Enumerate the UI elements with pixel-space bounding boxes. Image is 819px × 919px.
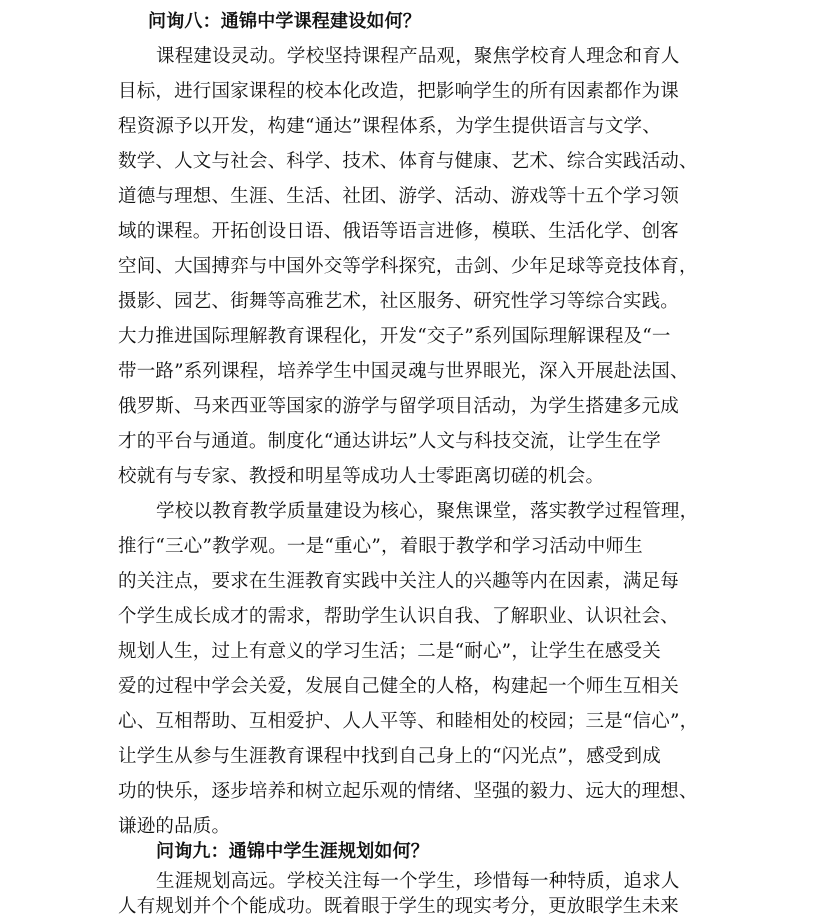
section-9-heading: 问询九：通锦中学生涯规划如何？ — [156, 841, 429, 862]
text-line: 数学、人文与社会、科学、技术、体育与健康、艺术、综合实践活动、 — [118, 151, 698, 172]
text-line: 大力推进国际理解教育课程化，开发“交子”系列国际理解课程及“一 — [118, 326, 671, 347]
text-line: 学校以教育教学质量建设为核心，聚焦课堂，落实教学过程管理， — [156, 501, 699, 522]
text-line: 让学生从参与生涯教育课程中找到自己身上的“闪光点”，感受到成 — [118, 746, 661, 767]
text-line: 校就有与专家、教授和明星等成功人士零距离切磋的机会。 — [118, 466, 605, 487]
text-line: 带一路”系列课程，培养学生中国灵魂与世界眼光，深入开展赴法国、 — [118, 361, 689, 382]
text-line: 规划人生，过上有意义的学习生活；二是“耐心”，让学生在感受关 — [118, 641, 661, 662]
section-8-heading: 问询八：通锦中学课程建设如何？ — [148, 11, 421, 32]
text-line: 生涯规划高远。学校关注每一个学生，珍惜每一种特质，追求人 — [156, 871, 680, 892]
text-line: 空间、大国搏弈与中国外交等学科探究，击剑、少年足球等竞技体育， — [118, 256, 698, 277]
text-line: 谦逊的品质。 — [118, 816, 231, 837]
text-line: 推行“三心”教学观。一是“重心”，着眼于教学和学习活动中师生 — [118, 536, 643, 557]
text-line: 道德与理想、生涯、生活、社团、游学、活动、游戏等十五个学习领 — [118, 186, 680, 207]
text-line: 爱的过程中学会关爱，发展自己健全的人格，构建起一个师生互相关 — [118, 676, 680, 697]
text-line: 才的平台与通道。制度化“通达讲坛”人文与科技交流，让学生在学 — [118, 431, 661, 452]
text-line: 个学生成长成才的需求，帮助学生认识自我、了解职业、认识社会、 — [118, 606, 680, 627]
text-line: 心、互相帮助、互相爱护、人人平等、和睦相处的校园；三是“信心”， — [118, 711, 699, 732]
text-line: 程资源予以开发，构建“通达”课程体系，为学生提供语言与文学、 — [118, 116, 661, 137]
text-line: 的关注点，要求在生涯教育实践中关注人的兴趣等内在因素，满足每 — [118, 571, 680, 592]
text-line: 课程建设灵动。学校坚持课程产品观，聚焦学校育人理念和育人 — [156, 46, 680, 67]
text-line: 域的课程。开拓创设日语、俄语等语言进修，模联、生活化学、创客 — [118, 221, 680, 242]
text-line: 目标，进行国家课程的校本化改造，把影响学生的所有因素都作为课 — [118, 81, 680, 102]
text-line: 俄罗斯、马来西亚等国家的游学与留学项目活动，为学生搭建多元成 — [118, 396, 680, 417]
text-line: 摄影、园艺、街舞等高雅艺术，社区服务、研究性学习等综合实践。 — [118, 291, 680, 312]
text-line: 功的快乐，逐步培养和树立起乐观的情绪、坚强的毅力、远大的理想、 — [118, 781, 698, 802]
text-line: 人有规划并个个能成功。既着眼于学生的现实考分，更放眼学生未来 — [118, 896, 680, 917]
